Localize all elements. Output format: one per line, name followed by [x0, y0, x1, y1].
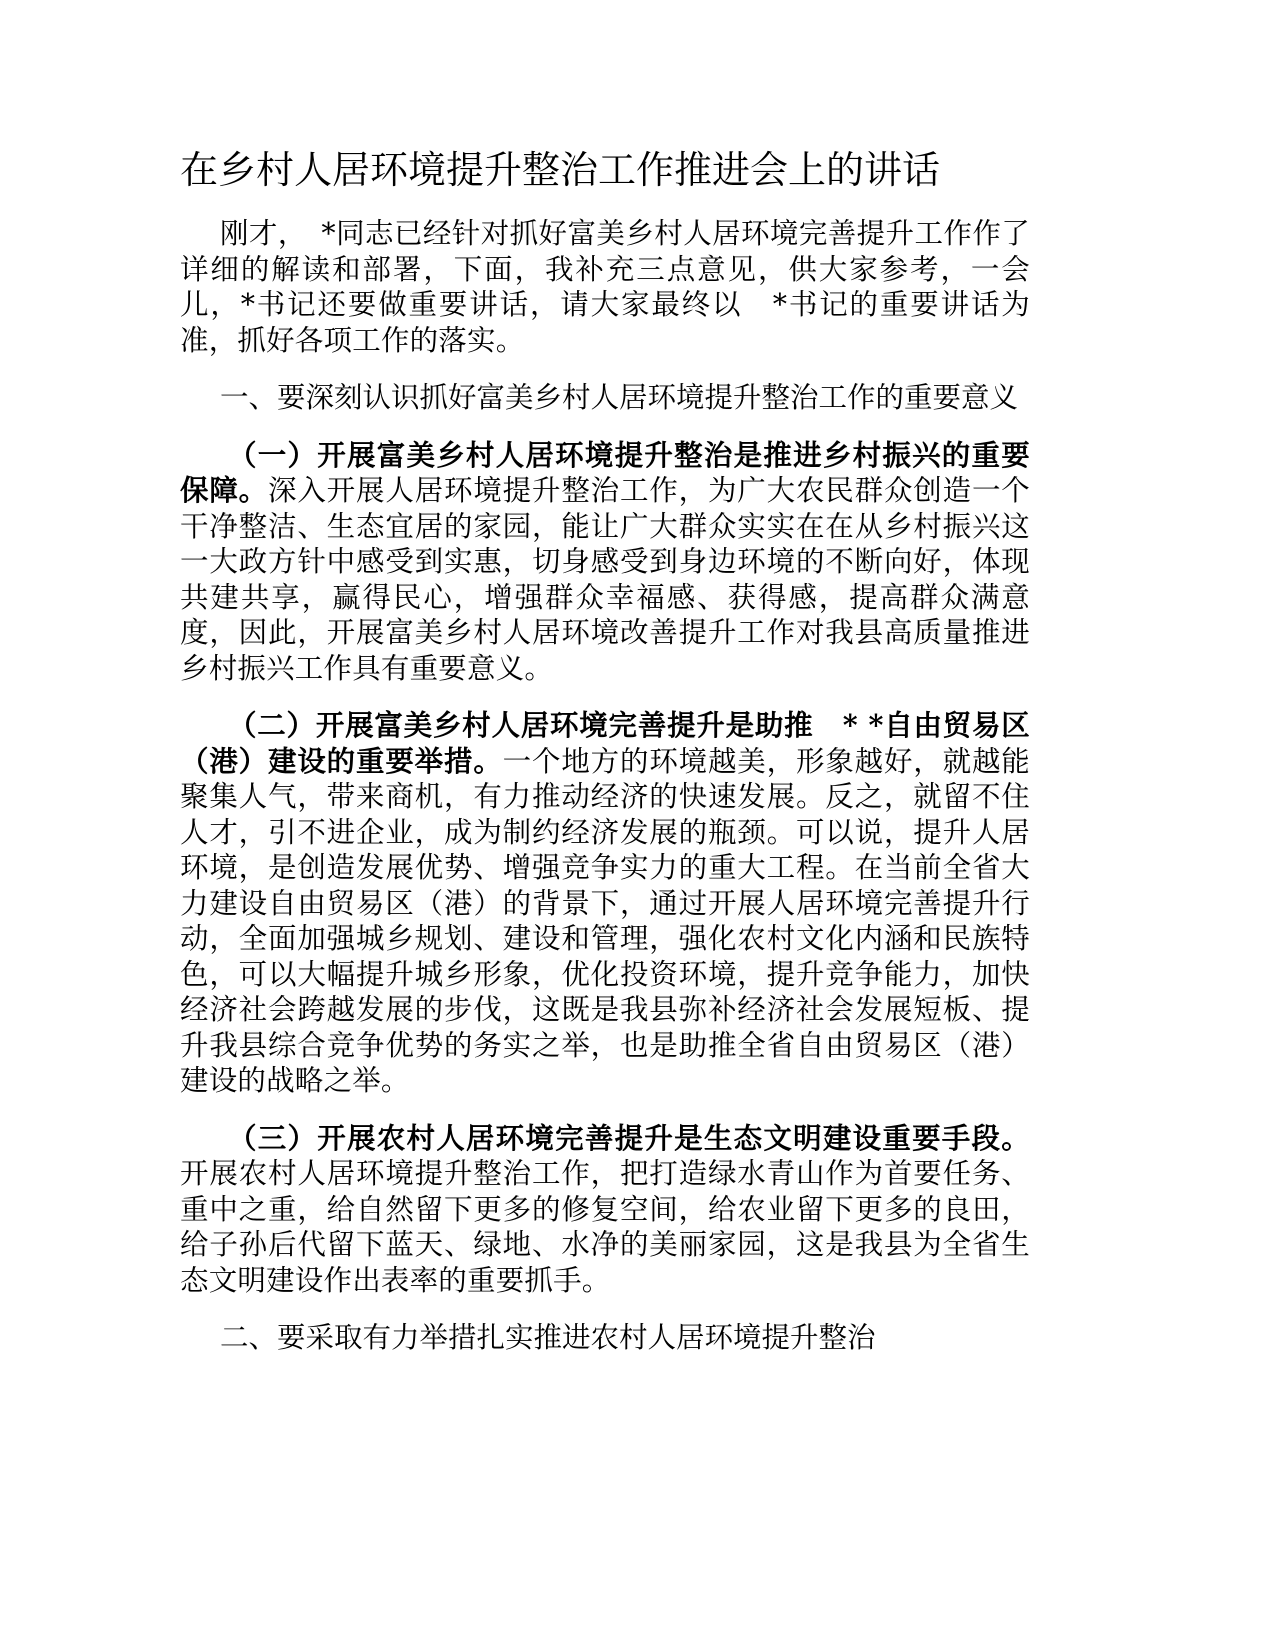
- section-1-heading: 一、要深刻认识抓好富美乡村人居环境提升整治工作的重要意义: [220, 381, 1019, 414]
- document-title: 在乡村人居环境提升整治工作推进会上的讲话: [180, 148, 941, 192]
- intro-paragraph: 刚才， *同志已经针对抓好富美乡村人居环境完善提升工作作了详细的解读和部署，下面，我补充三点意见，供大家参考，一会儿，*书记还要做重要讲话，请大家最终以 *书记的重要讲话为准，抓好各项工作的落实。: [180, 217, 1030, 357]
- subsection-2-text: 一个地方的环境越美，形象越好，就越能聚集人气，带来商机，有力推动经济的快速发展。反之，就留不住人才，引不进企业，成为制约经济发展的瓶颈。可以说，提升人居环境，是创造发展优势、增强竞争实力的重大工程。在当前全省大力建设自由贸易区（港）的背景下，通过开展人居环境完善提升行动，全面加强城乡规划、建设和管理，强化农村文化内涵和民族特色，可以大幅提升城乡形象，优化投资环境，提升竞争能力，加快经济社会跨越发展的步伐，这既是我县弥补经济社会发展短板、提升我县综合竞争优势的务实之举，也是助推全省自由贸易区（港）建设的战略之举。: [180, 744, 1030, 1097]
- section-2-heading: 二、要采取有力举措扎实推进农村人居环境提升整治: [220, 1321, 876, 1354]
- subsection-2-heading: （二）开展富美乡村人居环境完善提升是助推 * *自由贸易区（港）建设的重要举措。: [180, 708, 1030, 778]
- subsection-1-paragraph: [180, 438, 1030, 687]
- subsection-1-heading: （一）开展富美乡村人居环境提升整治是推进乡村振兴的重要保障。: [180, 437, 1030, 507]
- subsection-3-heading: （三）开展农村人居环境完善提升是生态文明建设重要手段。: [228, 1120, 1030, 1155]
- subsection-3-paragraph: [180, 1121, 1030, 1299]
- subsection-3-text: 开展农村人居环境提升整治工作，把打造绿水青山作为首要任务、重中之重，给自然留下更多的修复空间，给农业留下更多的良田，给子孙后代留下蓝天、绿地、水净的美丽家园，这是我县为全省生态文明建设作出表率的重要抓手。: [180, 1157, 1030, 1297]
- subsection-2-paragraph: [180, 708, 1030, 1099]
- subsection-1-text: 深入开展人居环境提升整治工作，为广大农民群众创造一个干净整洁、生态宜居的家园，能让广大群众实实在在从乡村振兴这一大政方针中感受到实惠，切身感受到身边环境的不断向好，体现共建共享，赢得民心，增强群众幸福感、获得感，提高群众满意度，因此，开展富美乡村人居环境改善提升工作对我县高质量推进乡村振兴工作具有重要意义。: [180, 474, 1030, 685]
- document-page: [180, 142, 1030, 1378]
